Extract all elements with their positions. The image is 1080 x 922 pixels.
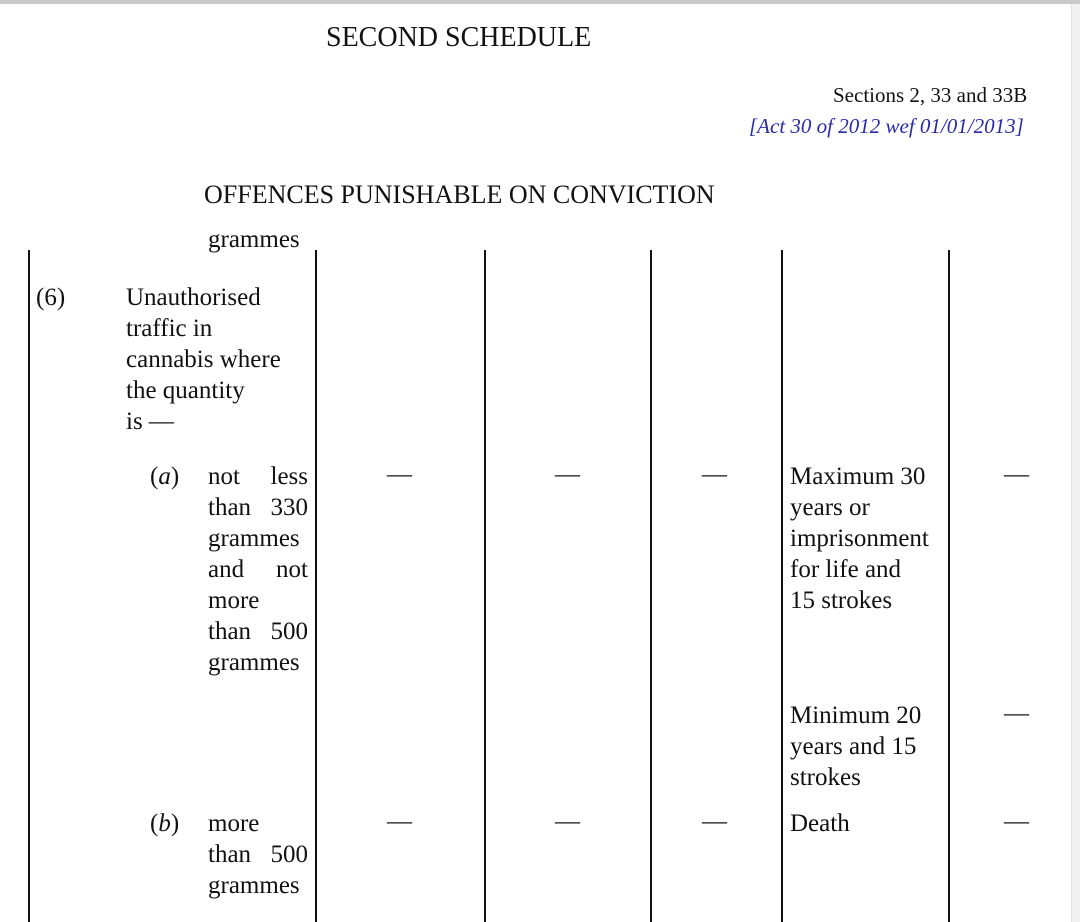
penalty-line: for life and	[790, 556, 902, 583]
description-line: than 330	[208, 494, 308, 521]
description-line: Unauthorised	[126, 284, 261, 311]
sub-b-col2-dash: —	[387, 808, 412, 835]
column-divider-4	[781, 250, 783, 922]
sub-a-col3-dash: —	[555, 461, 580, 488]
sub-item-a-description	[208, 461, 308, 678]
sub-a-penalty	[790, 461, 929, 616]
penalty-line: 15 strokes	[790, 587, 893, 614]
item-number: (6)	[36, 284, 66, 311]
sections-reference: Sections 2, 33 and 33B	[833, 83, 1028, 107]
sub-a-minimum-penalty	[790, 700, 921, 793]
sub-b-col4-dash: —	[702, 808, 727, 835]
description-line: than 500	[208, 841, 308, 868]
description-line: grammes	[208, 525, 300, 552]
item-description	[126, 282, 281, 437]
sub-a-col2-dash: —	[387, 461, 412, 488]
description-line: than 500	[208, 618, 308, 645]
sub-a-col6-dash: —	[1004, 461, 1029, 488]
description-line: is —	[126, 408, 174, 435]
sub-b-col6-dash: —	[1004, 808, 1029, 835]
amendment-link[interactable]: [Act 30 of 2012 wef 01/01/2013]	[749, 114, 1024, 138]
sub-b-col3-dash: —	[555, 808, 580, 835]
column-divider-1	[315, 250, 317, 922]
column-divider-2	[484, 250, 486, 922]
description-line: more	[208, 810, 260, 837]
sub-item-a-label: (a)	[150, 463, 180, 490]
schedule-title: SECOND SCHEDULE	[326, 22, 592, 53]
window-top-border	[0, 0, 1080, 4]
column-divider-5	[948, 250, 950, 922]
sub-a-col4-dash: —	[702, 461, 727, 488]
penalty-line: strokes	[790, 764, 861, 791]
description-line: not less	[208, 463, 308, 490]
sub-b-penalty: Death	[790, 810, 850, 837]
penalty-line: years and 15	[790, 733, 917, 760]
sub-a-min-col6-dash: —	[1004, 700, 1029, 727]
table-border-left	[28, 250, 30, 922]
penalty-line: Minimum 20	[790, 702, 922, 729]
sub-item-a-letter: a	[158, 463, 171, 490]
description-line: and not	[208, 556, 308, 583]
sub-item-b-description	[208, 808, 308, 901]
sub-item-b-label: (b)	[150, 810, 180, 837]
sub-item-b-letter: b	[158, 810, 171, 837]
description-line: grammes	[208, 649, 300, 676]
description-line: traffic in	[126, 315, 213, 342]
penalty-line: Maximum 30	[790, 463, 926, 490]
scrollbar-track[interactable]	[1071, 4, 1080, 922]
description-line: the quantity	[126, 377, 245, 404]
penalty-line: imprisonment	[790, 525, 929, 552]
description-line: grammes	[208, 872, 300, 899]
description-line: cannabis where	[126, 346, 281, 373]
description-line: more	[208, 587, 260, 614]
section-subtitle: OFFENCES PUNISHABLE ON CONVICTION	[204, 180, 715, 209]
penalty-line: years or	[790, 494, 870, 521]
clipped-previous-row-text: grammes	[208, 226, 300, 253]
column-divider-3	[650, 250, 652, 922]
